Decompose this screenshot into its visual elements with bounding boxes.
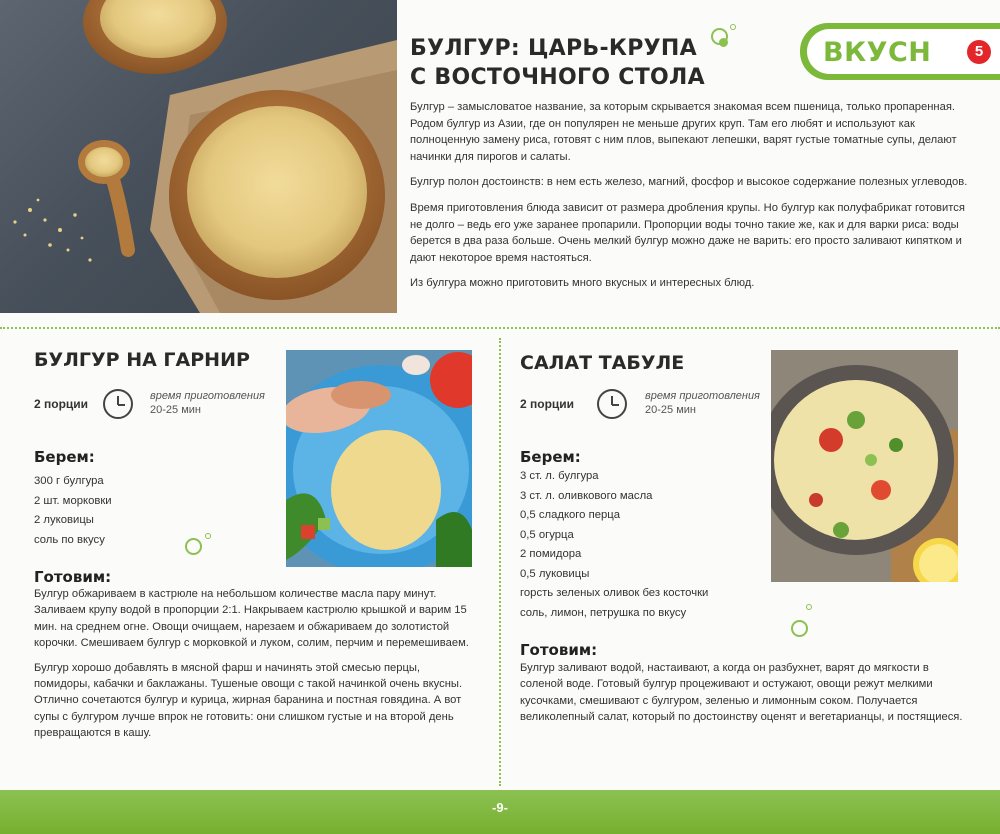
article-title-line: БУЛГУР: ЦАРЬ-КРУПА (410, 36, 697, 61)
ingredient-item: 3 ст. л. булгура (520, 470, 599, 482)
intro-paragraph: Время приготовления блюда зависит от размера дробления крупы. Но булгур как полуфабрикат готовится не долго – ведь его уже заранее пропарили. Пропорции воды точно такие же, как и для варки риса: воды берется в два раза больше. Очень мелкий булгур можно даже не варить: его просто заливают кипятком и дают некоторое время настояться. (410, 201, 965, 264)
recipe-left-photo (286, 350, 472, 567)
recipe-left-ingredients (34, 472, 112, 550)
ingredient-item: горсть зеленых оливок без косточки (520, 587, 709, 599)
ingredient-item: соль по вкусу (34, 533, 105, 546)
recipe-left-cook-heading: Готовим: (34, 568, 112, 586)
recipe-right-ingredients (520, 467, 708, 623)
recipe-left-take-heading: Берем: (34, 448, 95, 466)
decor-bubble (719, 38, 728, 47)
ingredient-item: 300 г булгура (34, 475, 104, 487)
section-divider-vertical (499, 338, 501, 786)
recipe-right-portions: 2 порции (520, 397, 575, 411)
ingredient-item: 0,5 сладкого перца (520, 509, 621, 521)
recipe-step: Булгур хорошо добавлять в мясной фарш и начинять этой смесью перцы, помидоры, кабачки и баклажаны. Тушеные овощи с такой начинкой очень вкусны. Отлично сочетаются булгур и курица, жирная баранина и постная говядина. А вот супы с булгуром лучше впрок не готовить: они слишком густые и на второй день превращаются в кашу. (34, 661, 463, 740)
clock-icon (597, 389, 627, 419)
recipe-step: Булгур обжариваем в кастрюле на небольшом количестве масла пару минут. Заливаем крупу водой в пропорции 2:1. Накрываем кастрюлю крышкой и варим 15 мин. на среднем огне. Овощи очищаем, нарезаем и обжариваем до золотистой корочки. Смешиваем булгур с морковкой и луком, солим, перчим и перемешиваем. (34, 588, 469, 650)
decor-bubble (791, 620, 808, 637)
brand-logo-text: ВКУСН (823, 37, 932, 68)
ingredient-item: 3 ст. л. оливкового масла (520, 489, 653, 502)
recipe-step: Булгур заливают водой, настаивают, а когда он разбухнет, варят до мягкости в соленой воде. Готовый булгур процеживают и остужают, овощи режут мелкими кусочками, смешивают с булгуром, зеленью и лимонным соком. Получается великолепный салат, который по достоинству оценят и вегетарианцы, и постящиеся. (520, 662, 963, 724)
recipe-right-title: САЛАТ ТАБУЛЕ (520, 352, 685, 374)
recipe-right-time-label: время приготовления (645, 390, 760, 402)
page-number: -9- (492, 800, 508, 815)
article-title-line: С ВОСТОЧНОГО СТОЛА (410, 65, 705, 90)
intro-paragraph: Из булгура можно приготовить много вкусных и интересных блюд. (410, 277, 755, 290)
recipe-right-steps (520, 660, 970, 734)
ingredient-item: соль, лимон, петрушка по вкусу (520, 606, 687, 619)
ingredient-item: 2 луковицы (34, 514, 94, 526)
intro-paragraph: Булгур полон достоинств: в нем есть железо, магний, фосфор и высокое содержание полезных углеводов. (410, 176, 968, 189)
decor-bubble (205, 533, 211, 539)
recipe-left-portions: 2 порции (34, 397, 89, 411)
article-title (410, 34, 740, 92)
recipe-left-time-label: время приготовления (150, 390, 265, 402)
clock-icon (103, 389, 133, 419)
section-divider-horizontal (0, 327, 1000, 329)
brand-logo (800, 23, 1000, 80)
article-intro (410, 99, 975, 301)
recipe-right-time-value: 20-25 мин (645, 404, 696, 416)
decor-bubble (730, 24, 736, 30)
hero-photo-bulgur (0, 0, 397, 313)
decor-bubble (806, 604, 812, 610)
recipe-left-title: БУЛГУР НА ГАРНИР (34, 349, 250, 371)
recipe-left-time-value: 20-25 мин (150, 404, 201, 416)
ingredient-item: 2 шт. морковки (34, 494, 112, 507)
ingredient-item: 0,5 луковицы (520, 567, 590, 580)
recipe-right-take-heading: Берем: (520, 448, 581, 466)
decor-bubble (185, 538, 202, 555)
brand-logo-mark: 5 (967, 40, 991, 64)
recipe-left-steps (34, 586, 479, 750)
recipe-right-cook-heading: Готовим: (520, 641, 598, 659)
recipe-right-photo (771, 350, 958, 582)
intro-paragraph: Булгур – замысловатое название, за которым скрывается знакомая всем пшеница, только пропаренная. Родом булгур из Азии, где он популярен не меньше других круп. Там его любят и используют как полноценную замену риса, готовят с ним плов, выпекают лепешки, варят густые томатные супы, делают начинки для пирогов и салаты. (410, 101, 957, 163)
ingredient-item: 0,5 огурца (520, 528, 574, 541)
ingredient-item: 2 помидора (520, 548, 582, 560)
